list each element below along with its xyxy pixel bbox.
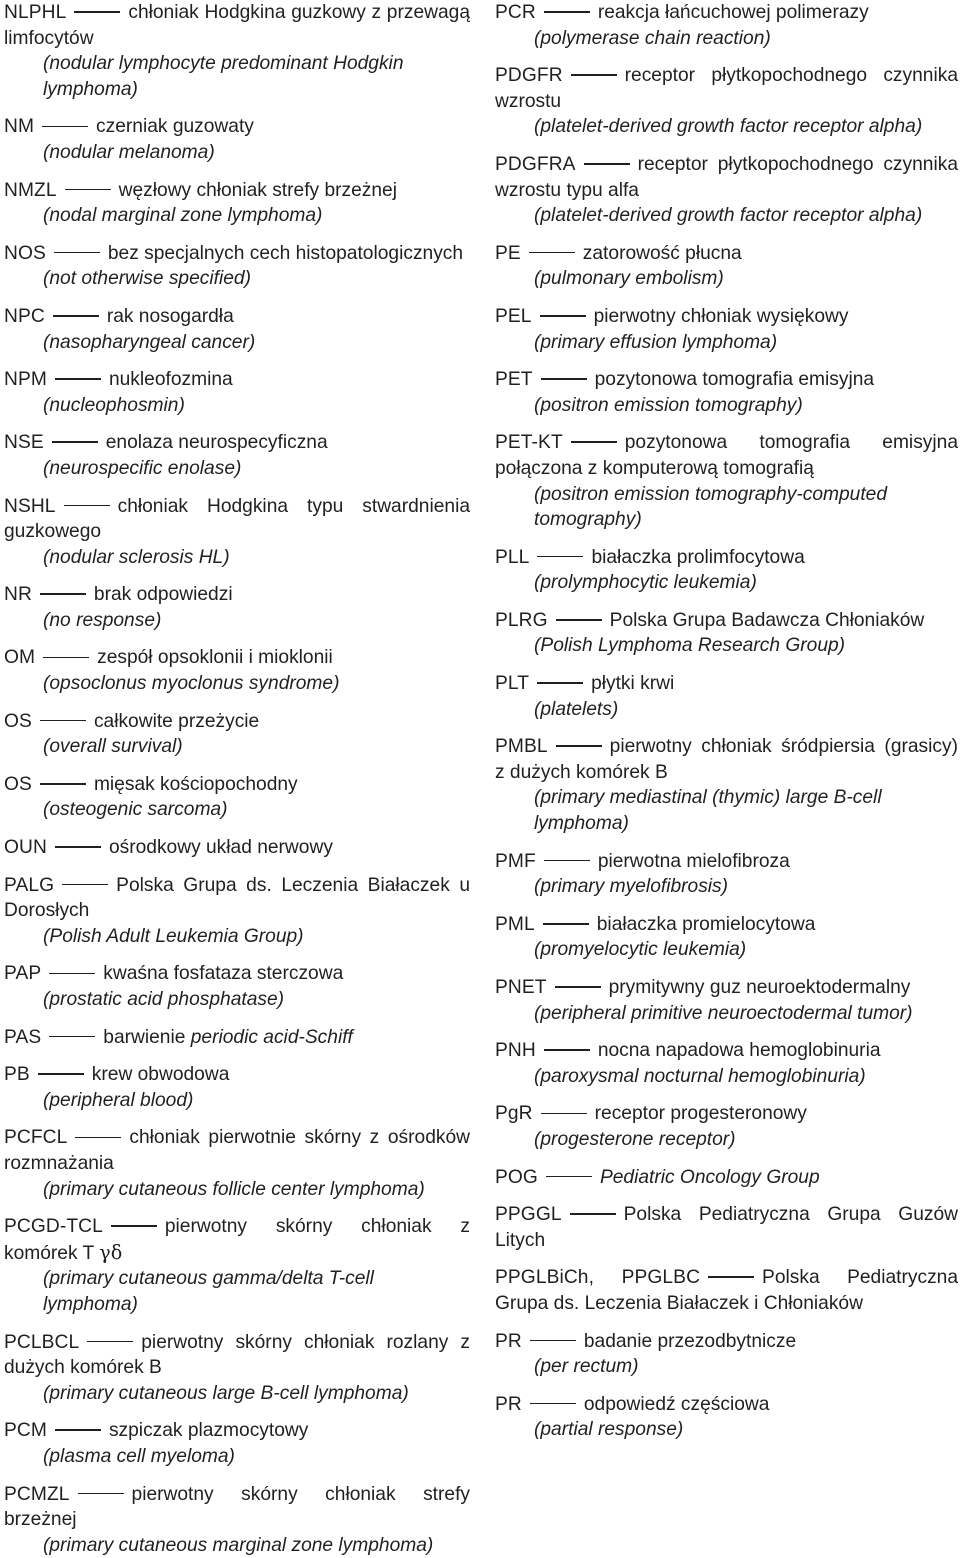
glossary-entry: [495, 975, 958, 1026]
entry-term-line: [495, 152, 958, 203]
glossary-entry: [495, 1202, 958, 1253]
english-translation: (primary myelofibrosis): [495, 874, 958, 900]
em-dash-separator: [55, 1429, 101, 1431]
entry-term-line: [495, 849, 958, 875]
english-translation: (nodal marginal zone lymphoma): [4, 203, 470, 229]
abbreviation: PCR: [495, 2, 536, 23]
em-dash-separator: [541, 1113, 587, 1115]
entry-term-line: [4, 0, 470, 51]
glossary-entry: [4, 1062, 470, 1113]
definition: zespół opsoklonii i mioklonii: [97, 647, 333, 668]
em-dash-separator: [544, 1049, 590, 1051]
definition: Polska Grupa ds. Leczenia Białaczek u Dorosłych: [4, 875, 470, 922]
definition-italic: periodic acid-Schiff: [191, 1027, 353, 1048]
definition: nukleofozmina: [109, 369, 233, 390]
entry-term-line: [495, 1392, 958, 1418]
definition: pierwotny chłoniak śródpiersia (grasicy) z dużych komórek B: [495, 736, 958, 783]
glossary-entry: [495, 304, 958, 355]
english-translation: (per rectum): [495, 1354, 958, 1380]
entry-term-line: [4, 1482, 470, 1533]
em-dash-separator: [42, 126, 88, 128]
em-dash-separator: [546, 1176, 592, 1178]
definition: płytki krwi: [591, 673, 674, 694]
em-dash-separator: [570, 1213, 616, 1215]
english-translation: (plasma cell myeloma): [4, 1444, 470, 1470]
definition-greek: γδ: [99, 1241, 122, 1264]
abbreviation: PNET: [495, 977, 547, 998]
definition: receptor płytkopochodnego czynnika wzrostu typu alfa: [495, 154, 958, 201]
em-dash-separator: [556, 745, 602, 747]
entry-term-line: [4, 1330, 470, 1381]
abbreviation: PCGD-TCL: [4, 1216, 103, 1237]
glossary-entry: [4, 367, 470, 418]
entry-term-line: [4, 1062, 470, 1088]
definition: chłoniak pierwotnie skórny z ośrodków rozmnażania: [4, 1127, 470, 1174]
em-dash-separator: [708, 1276, 754, 1278]
glossary-entry: [495, 912, 958, 963]
glossary-entry: [495, 545, 958, 596]
glossary-entry: [495, 1392, 958, 1443]
english-translation: (positron emission tomography-computed tomography): [495, 482, 958, 533]
definition: enolaza neurospecyficzna: [106, 432, 328, 453]
glossary-entry: [495, 63, 958, 140]
english-translation: (overall survival): [4, 734, 470, 760]
glossary-entry: [495, 241, 958, 292]
english-translation: (promyelocytic leukemia): [495, 937, 958, 963]
glossary-entry: [495, 671, 958, 722]
em-dash-separator: [555, 986, 601, 988]
entry-term-line: [495, 1101, 958, 1127]
glossary-entry: [4, 1330, 470, 1407]
english-translation: (primary cutaneous large B-cell lymphoma): [4, 1381, 470, 1407]
definition: pierwotny skórny chłoniak strefy brzeżnej: [4, 1484, 470, 1531]
glossary-entry: [4, 1025, 470, 1051]
definition: barwienie: [103, 1027, 185, 1048]
entry-term-line: [4, 494, 470, 545]
entry-term-line: [495, 1165, 958, 1191]
entry-term-line: [4, 1214, 470, 1266]
glossary-entry: [4, 178, 470, 229]
em-dash-separator: [584, 163, 630, 165]
abbreviation: NMZL: [4, 180, 57, 201]
abbreviation: NM: [4, 116, 34, 137]
abbreviation: NLPHL: [4, 2, 66, 23]
entry-term-line: [495, 430, 958, 481]
em-dash-separator: [78, 1493, 124, 1495]
english-translation: (primary mediastinal (thymic) large B-cell lymphoma): [495, 785, 958, 836]
glossary-entry: [4, 494, 470, 571]
em-dash-separator: [65, 189, 111, 191]
definition-italic: Pediatric Oncology Group: [600, 1167, 820, 1188]
glossary-column-left: [4, 0, 470, 1540]
abbreviation: NPM: [4, 369, 47, 390]
abbreviation: PDGFRA: [495, 154, 576, 175]
english-translation: (no response): [4, 608, 470, 634]
glossary-entry: [495, 367, 958, 418]
entry-term-line: [495, 545, 958, 571]
glossary-entry: [4, 835, 470, 861]
em-dash-separator: [87, 1341, 133, 1343]
entry-term-line: [495, 0, 958, 26]
entry-term-line: [4, 114, 470, 140]
definition: pozytonowa tomografia emisyjna połączona z komputerową tomografią: [495, 432, 958, 479]
entry-term-line: [4, 1025, 470, 1051]
abbreviation: PAP: [4, 963, 41, 984]
definition: bez specjalnych cech histopatologicznych: [108, 243, 463, 264]
em-dash-separator: [54, 252, 100, 254]
em-dash-separator: [55, 378, 101, 380]
abbreviation: PPGLBiCh, PPGLBC: [495, 1267, 700, 1288]
definition: rak nosogardła: [107, 306, 234, 327]
abbreviation: PEL: [495, 306, 532, 327]
abbreviation: PgR: [495, 1103, 533, 1124]
glossary-entry: [4, 114, 470, 165]
glossary-entry: [4, 1125, 470, 1202]
em-dash-separator: [556, 619, 602, 621]
glossary-entry: [495, 1265, 958, 1316]
definition: nocna napadowa hemoglobinuria: [598, 1040, 881, 1061]
em-dash-separator: [40, 593, 86, 595]
entry-term-line: [4, 772, 470, 798]
entry-term-line: [4, 873, 470, 924]
english-translation: (nasopharyngeal cancer): [4, 330, 470, 356]
abbreviation: PLL: [495, 547, 529, 568]
abbreviation: PPGGL: [495, 1204, 562, 1225]
glossary-entry: [4, 772, 470, 823]
english-translation: (primary effusion lymphoma): [495, 330, 958, 356]
english-translation: (nodular sclerosis HL): [4, 545, 470, 571]
em-dash-separator: [537, 556, 583, 558]
entry-term-line: [495, 608, 958, 634]
english-translation: (partial response): [495, 1417, 958, 1443]
definition: szpiczak plazmocytowy: [109, 1420, 308, 1441]
em-dash-separator: [111, 1225, 157, 1227]
english-translation: (primary cutaneous follicle center lymphoma): [4, 1177, 470, 1203]
entry-term-line: [495, 1329, 958, 1355]
definition: kwaśna fosfataza sterczowa: [103, 963, 343, 984]
em-dash-separator: [64, 505, 110, 507]
glossary-entry: [4, 645, 470, 696]
english-translation: (paroxysmal nocturnal hemoglobinuria): [495, 1064, 958, 1090]
em-dash-separator: [75, 1137, 121, 1139]
english-translation: (nucleophosmin): [4, 393, 470, 419]
definition: badanie przezodbytnicze: [584, 1331, 796, 1352]
english-translation: (osteogenic sarcoma): [4, 797, 470, 823]
english-translation: (platelets): [495, 697, 958, 723]
english-translation: (prolymphocytic leukemia): [495, 570, 958, 596]
abbreviation: PML: [495, 914, 535, 935]
definition: białaczka prolimfocytowa: [591, 547, 804, 568]
entry-term-line: [4, 304, 470, 330]
entry-term-line: [4, 430, 470, 456]
english-translation: (primary cutaneous marginal zone lymphoma): [4, 1533, 470, 1558]
english-translation: (opsoclonus myoclonus syndrome): [4, 671, 470, 697]
entry-term-line: [4, 835, 470, 861]
entry-term-line: [4, 1125, 470, 1176]
english-translation: (peripheral blood): [4, 1088, 470, 1114]
definition: zatorowość płucna: [583, 243, 742, 264]
em-dash-separator: [49, 973, 95, 975]
glossary-entry: [495, 734, 958, 836]
entry-term-line: [495, 1265, 958, 1316]
definition: prymitywny guz neuroektodermalny: [609, 977, 911, 998]
em-dash-separator: [49, 1036, 95, 1038]
glossary-entry: [4, 873, 470, 950]
entry-term-line: [495, 671, 958, 697]
entry-term-line: [4, 645, 470, 671]
english-translation: (nodular melanoma): [4, 140, 470, 166]
abbreviation: PCM: [4, 1420, 47, 1441]
em-dash-separator: [571, 74, 617, 76]
glossary-entry: [4, 0, 470, 102]
definition: białaczka promielocytowa: [597, 914, 816, 935]
em-dash-separator: [40, 720, 86, 722]
em-dash-separator: [530, 1403, 576, 1405]
abbreviation: POG: [495, 1167, 538, 1188]
definition: węzłowy chłoniak strefy brzeżnej: [119, 180, 397, 201]
english-translation: (pulmonary embolism): [495, 266, 958, 292]
em-dash-separator: [40, 783, 86, 785]
em-dash-separator: [62, 884, 108, 886]
english-translation: (not otherwise specified): [4, 266, 470, 292]
entry-term-line: [495, 1038, 958, 1064]
definition: czerniak guzowaty: [96, 116, 254, 137]
abbreviation: PE: [495, 243, 521, 264]
abbreviation: PDGFR: [495, 65, 563, 86]
abbreviation: NOS: [4, 243, 46, 264]
em-dash-separator: [529, 252, 575, 254]
english-translation: (progesterone receptor): [495, 1127, 958, 1153]
abbreviation: PCFCL: [4, 1127, 67, 1148]
em-dash-separator: [543, 923, 589, 925]
em-dash-separator: [43, 657, 89, 659]
abbreviation: OS: [4, 711, 32, 732]
em-dash-separator: [52, 441, 98, 443]
abbreviation: PET-KT: [495, 432, 563, 453]
entry-term-line: [4, 367, 470, 393]
glossary-entry: [495, 849, 958, 900]
abbreviation: PR: [495, 1331, 522, 1352]
glossary-entry: [4, 1214, 470, 1317]
em-dash-separator: [53, 315, 99, 317]
entry-term-line: [4, 178, 470, 204]
definition: ośrodkowy układ nerwowy: [109, 837, 333, 858]
definition: mięsak kościopochodny: [94, 774, 298, 795]
glossary-entry: [4, 1482, 470, 1558]
entry-term-line: [4, 709, 470, 735]
abbreviation: OM: [4, 647, 35, 668]
glossary-entry: [4, 1418, 470, 1469]
abbreviation: NSE: [4, 432, 44, 453]
abbreviation: PB: [4, 1064, 30, 1085]
definition: reakcja łańcuchowej polimerazy: [598, 2, 869, 23]
em-dash-separator: [540, 315, 586, 317]
abbreviation: PMBL: [495, 736, 548, 757]
abbreviation: NSHL: [4, 496, 56, 517]
em-dash-separator: [537, 682, 583, 684]
glossary-entry: [4, 430, 470, 481]
glossary-entry: [495, 0, 958, 51]
abbreviation: PLT: [495, 673, 529, 694]
abbreviation: PALG: [4, 875, 54, 896]
english-translation: (positron emission tomography): [495, 393, 958, 419]
abbreviation: PAS: [4, 1027, 41, 1048]
english-translation: (platelet-derived growth factor receptor alpha): [495, 114, 958, 140]
entry-term-line: [495, 304, 958, 330]
definition: pozytonowa tomografia emisyjna: [595, 369, 874, 390]
definition: całkowite przeżycie: [94, 711, 259, 732]
glossary-entry: [495, 1038, 958, 1089]
glossary-entry: [495, 1329, 958, 1380]
english-translation: (platelet-derived growth factor receptor alpha): [495, 203, 958, 229]
abbreviation: PCMZL: [4, 1484, 70, 1505]
em-dash-separator: [74, 11, 120, 13]
definition: pierwotny chłoniak wysiękowy: [594, 306, 849, 327]
entry-term-line: [495, 63, 958, 114]
em-dash-separator: [38, 1073, 84, 1075]
abbreviation: NPC: [4, 306, 45, 327]
em-dash-separator: [544, 11, 590, 13]
abbreviation: PLRG: [495, 610, 548, 631]
glossary-entry: [495, 430, 958, 532]
definition: receptor progesteronowy: [595, 1103, 807, 1124]
definition: chłoniak Hodgkina guzkowy z przewagą limfocytów: [4, 2, 470, 49]
english-translation: (neurospecific enolase): [4, 456, 470, 482]
entry-term-line: [4, 961, 470, 987]
english-translation: (Polish Adult Leukemia Group): [4, 924, 470, 950]
glossary-entry: [495, 1101, 958, 1152]
definition: receptor płytkopochodnego czynnika wzrostu: [495, 65, 958, 112]
em-dash-separator: [544, 860, 590, 862]
entry-term-line: [495, 367, 958, 393]
em-dash-separator: [541, 378, 587, 380]
definition: pierwotna mielofibroza: [598, 851, 790, 872]
abbreviation: OS: [4, 774, 32, 795]
abbreviation: PNH: [495, 1040, 536, 1061]
glossary-column-right: [495, 0, 958, 1540]
glossary-entry: [4, 241, 470, 292]
abbreviation: PCLBCL: [4, 1332, 79, 1353]
entry-term-line: [495, 1202, 958, 1253]
definition: Polska Pediatryczna Grupa ds. Leczenia Białaczek i Chłoniaków: [495, 1267, 958, 1314]
definition: odpowiedź częściowa: [584, 1394, 770, 1415]
em-dash-separator: [55, 846, 101, 848]
english-translation: (peripheral primitive neuroectodermal tumor): [495, 1001, 958, 1027]
glossary-entry: [495, 1165, 958, 1191]
entry-term-line: [495, 912, 958, 938]
english-translation: (Polish Lymphoma Research Group): [495, 633, 958, 659]
definition: Polska Pediatryczna Grupa Guzów Litych: [495, 1204, 958, 1251]
english-translation: (prostatic acid phosphatase): [4, 987, 470, 1013]
glossary-entry: [495, 608, 958, 659]
glossary-entry: [495, 152, 958, 229]
abbreviation: PET: [495, 369, 533, 390]
abbreviation: OUN: [4, 837, 47, 858]
entry-term-line: [495, 975, 958, 1001]
definition: pierwotny skórny chłoniak rozlany z dużych komórek B: [4, 1332, 470, 1379]
entry-term-line: [4, 582, 470, 608]
glossary-entry: [4, 304, 470, 355]
abbreviation: PMF: [495, 851, 536, 872]
glossary-entry: [4, 582, 470, 633]
em-dash-separator: [571, 441, 617, 443]
em-dash-separator: [530, 1340, 576, 1342]
english-translation: (nodular lymphocyte predominant Hodgkin lymphoma): [4, 51, 470, 102]
entry-term-line: [495, 241, 958, 267]
glossary-entry: [4, 961, 470, 1012]
entry-term-line: [495, 734, 958, 785]
english-translation: (primary cutaneous gamma/delta T-cell lymphoma): [4, 1266, 470, 1317]
definition: pierwotny skórny chłoniak z komórek T: [4, 1216, 470, 1264]
abbreviation: PR: [495, 1394, 522, 1415]
entry-term-line: [4, 1418, 470, 1444]
definition: chłoniak Hodgkina typu stwardnienia guzkowego: [4, 496, 470, 543]
definition: brak odpowiedzi: [94, 584, 233, 605]
definition: krew obwodowa: [92, 1064, 230, 1085]
entry-term-line: [4, 241, 470, 267]
definition: Polska Grupa Badawcza Chłoniaków: [610, 610, 925, 631]
abbreviation: NR: [4, 584, 32, 605]
glossary-entry: [4, 709, 470, 760]
english-translation: (polymerase chain reaction): [495, 26, 958, 52]
